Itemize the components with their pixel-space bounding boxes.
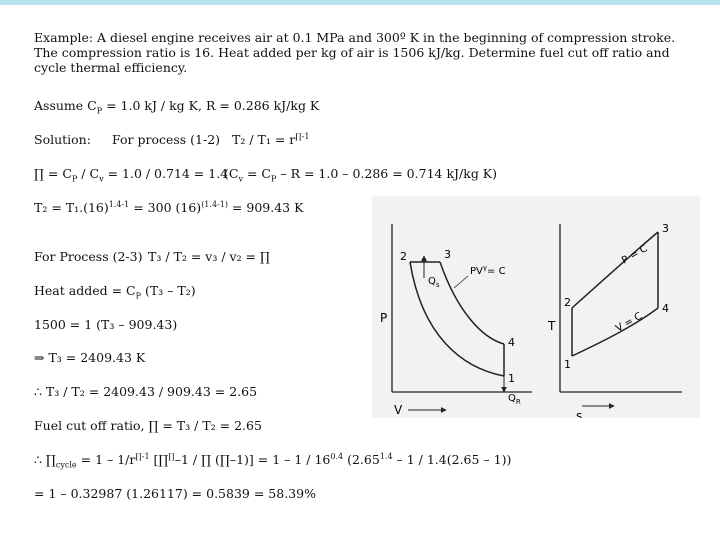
- solution-label: Solution:: [34, 132, 91, 147]
- ts-const-v-label: V = C: [614, 310, 645, 335]
- pv-point-3: 3: [444, 248, 451, 261]
- top-accent-bar: [0, 0, 720, 5]
- t2-equation: [34, 200, 303, 215]
- process-23-label: For Process (2-3): [34, 249, 143, 264]
- eff-sup4: 1.4: [379, 451, 393, 461]
- t2-sup1: 1.4-1: [108, 199, 130, 209]
- gamma-sub-v: v: [99, 174, 104, 184]
- ts-y-label: T: [548, 319, 556, 333]
- cv-c: – R = 1.0 – 0.286 = 0.714 kJ/kg K): [276, 166, 498, 181]
- pv-point-2: 2: [400, 250, 407, 263]
- eq-1500: 1500 = 1 (T₃ – 909.43): [34, 317, 178, 332]
- cv-sub-v: v: [238, 174, 243, 184]
- heat-b: (T₃ – T₂): [140, 283, 196, 298]
- cv-a: (C: [224, 166, 239, 181]
- heat-sub: P: [135, 291, 141, 301]
- pv-point-1: 1: [508, 372, 515, 385]
- cv-b: = C: [242, 166, 271, 181]
- t2-a: T₂ = T₁.(16): [34, 200, 109, 215]
- problem-statement: Example: A diesel engine receives air at 0.1 MPa and 300º K in the beginning of compression stroke. The compression ratio is 16. Heat added per kg of air is 1506 kJ/kg. Determine fuel cut off ratio and cycle thermal efficiency.: [34, 30, 676, 75]
- pv-heat-out-label: $Q_R$: [508, 393, 521, 406]
- ts-point-2: 2: [564, 296, 571, 309]
- t2-t1-relation: [232, 132, 309, 147]
- efficiency-result: = 1 – 0.32987 (1.26117) = 0.5839 = 58.39%: [34, 486, 316, 501]
- ts-curve-2-3: [572, 232, 658, 308]
- ratio-equation: ∴ T₃ / T₂ = 2409.43 / 909.43 = 2.65: [34, 384, 258, 399]
- gamma-text: ∏ = C: [34, 166, 72, 181]
- process-12-label: For process (1-2): [112, 132, 221, 147]
- assume-r: R = 0.286 kJ/kg K: [206, 98, 320, 113]
- t2-b: = 300 (16): [129, 200, 202, 215]
- pv-curve-1-2: [410, 262, 504, 376]
- ts-diagram: [547, 222, 682, 418]
- ts-point-1: 1: [564, 358, 571, 371]
- t2-t1-sup: ∏-1: [295, 131, 310, 141]
- cv-equation: [224, 166, 498, 184]
- pv-point-4: 4: [508, 336, 515, 349]
- pv-curve-label: $PV^\gamma= C$: [470, 264, 506, 277]
- eff-sup2: ∏: [168, 451, 175, 461]
- t2-c: = 909.43 K: [227, 200, 304, 215]
- pv-x-label: V: [394, 403, 403, 417]
- gamma-equation: [34, 166, 229, 184]
- eff-f: – 1 / 1.4(2.65 – 1)): [392, 452, 512, 467]
- heat-a: Heat added = C: [34, 283, 136, 298]
- efficiency-equation: [34, 451, 512, 470]
- pv-heat-in-label: $Q_s$: [428, 276, 440, 289]
- eff-e: (2.65: [343, 452, 380, 467]
- t3-t2-relation: T₃ / T₂ = v₃ / v₂ = ∏: [148, 249, 270, 264]
- t2-sup2: (1.4-1): [201, 199, 228, 209]
- cutoff-ratio: Fuel cut off ratio, ∏ = T₃ / T₂ = 2.65: [34, 418, 262, 433]
- eff-c: [∏: [149, 452, 169, 467]
- eff-sup1: ∏-1: [135, 451, 150, 461]
- pv-curve-pointer: [454, 276, 468, 288]
- heat-added-equation: [34, 283, 196, 301]
- t3-result: ⇒ T₃ = 2409.43 K: [34, 350, 146, 365]
- ts-curve-4-1: [572, 308, 658, 356]
- eff-sup3: 0.4: [330, 451, 344, 461]
- pv-diagram: [380, 224, 532, 417]
- gamma-mid: / C: [77, 166, 100, 181]
- ts-point-4: 4: [662, 302, 669, 315]
- gamma-rest: = 1.0 / 0.714 = 1.4: [103, 166, 229, 181]
- eff-sub: cycle: [55, 460, 77, 470]
- gamma-sub-p: P: [71, 174, 78, 184]
- eff-b: = 1 – 1/r: [76, 452, 136, 467]
- diesel-cycle-diagrams: [372, 196, 700, 418]
- ts-x-label: s: [576, 409, 583, 418]
- diesel-cycle-figure: [372, 196, 700, 418]
- assume-cp-line: [34, 98, 202, 116]
- t2-t1-text: T₂ / T₁ = r: [232, 132, 296, 147]
- cv-sub-p: P: [270, 174, 277, 184]
- assume-cp-rest: = 1.0 kJ / kg K,: [102, 98, 202, 113]
- ts-point-3: 3: [662, 222, 669, 235]
- pv-y-label: P: [380, 311, 388, 325]
- assume-cp-sub: P: [96, 106, 103, 116]
- eff-d: –1 / ∏ (∏–1)] = 1 – 1 / 16: [174, 452, 331, 467]
- ts-const-p-label: P = C: [620, 243, 650, 267]
- eff-a: ∴ ∏: [34, 452, 56, 467]
- assume-cp-text: Assume C: [34, 98, 97, 113]
